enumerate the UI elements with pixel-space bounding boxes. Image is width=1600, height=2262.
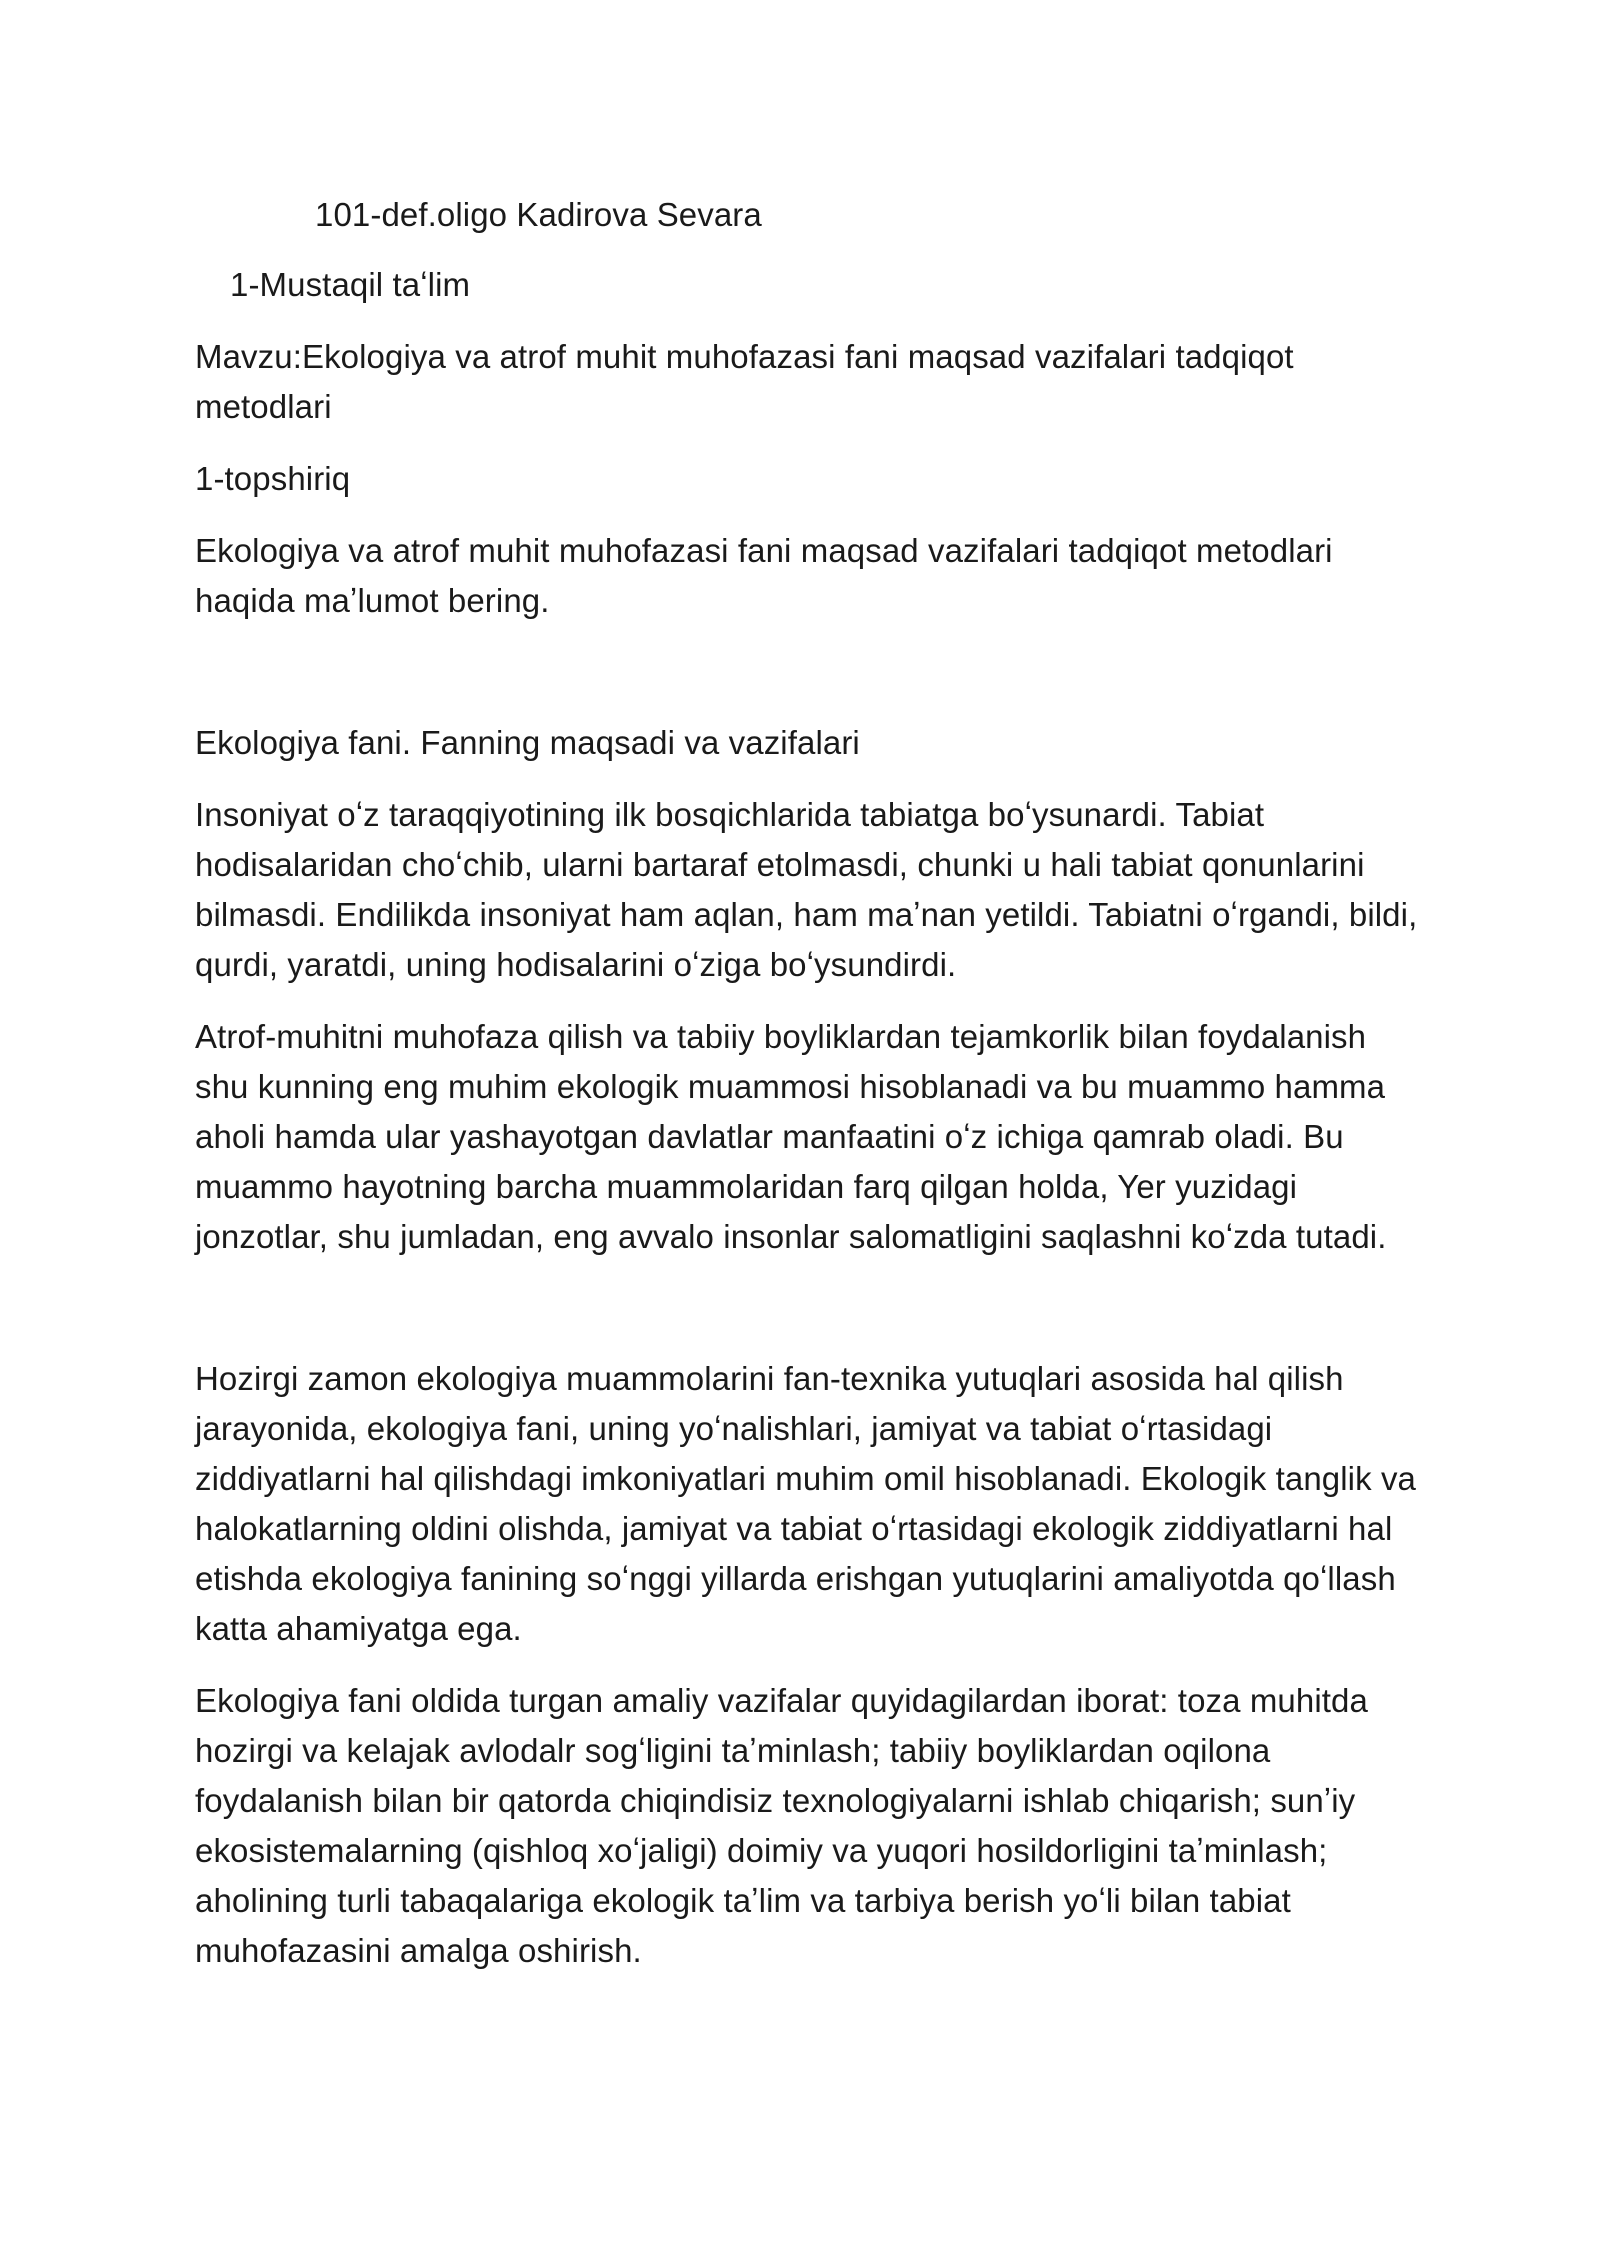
blank-line: [195, 648, 1425, 698]
paragraph: Insoniyat oʻz taraqqiyotining ilk bosqichlarida tabiatga boʻysunardi. Tabiat hodisalaridan choʻchib, ularni bartaraf etolmasdi, chunki u hali tabiat qonunlarini bilmasdi. Endilikda insoniyat ham aqlan, ham maʼnan yetildi. Tabiatni oʻrgandi, bildi, qurdi, yaratdi, uning hodisalarini oʻziga boʻysundirdi.: [195, 796, 1418, 983]
document-body: [195, 190, 1425, 1998]
blank-line: [195, 1284, 1425, 1334]
paragraph: Ekologiya fani oldida turgan amaliy vazifalar quyidagilardan iborat: toza muhitda hozirgi va kelajak avlodalr sogʻligini taʼminlash; tabiiy boyliklardan oqilona foydalanish bilan bir qatorda chiqindisiz texnologiyalarni ishlab chiqarish; sunʼiy ekosistemalarning (qishloq xoʻjaligi) doimiy va yuqori hosildorligini taʼminlash; aholining turli tabaqalariga ekologik taʼlim va tarbiya berish yoʻli bilan tabiat muhofazasini amalga oshirish.: [195, 1682, 1368, 1969]
topic-line: Mavzu:Ekologiya va atrof muhit muhofazasi fani maqsad vazifalari tadqiqot metodlari: [195, 338, 1294, 425]
paragraph: Atrof-muhitni muhofaza qilish va tabiiy boyliklardan tejamkorlik bilan foydalanish shu kunning eng muhim ekologik muammosi hisoblanadi va bu muammo hamma aholi hamda ular yashayotgan davlatlar manfaatini oʻz ichiga qamrab oladi. Bu muammo hayotning barcha muammolaridan farq qilgan holda, Yer yuzidagi jonzotlar, shu jumladan, eng avvalo insonlar salomatligini saqlashni koʻzda tutadi.: [195, 1018, 1387, 1255]
assignment-question: Ekologiya va atrof muhit muhofazasi fani maqsad vazifalari tadqiqot metodlari haqida maʼlumot bering.: [195, 532, 1333, 619]
assignment-label: 1-topshiriq: [195, 460, 351, 497]
paragraph: Hozirgi zamon ekologiya muammolarini fan-texnika yutuqlari asosida hal qilish jarayonida, ekologiya fani, uning yoʻnalishlari, jamiyat va tabiat oʻrtasidagi ziddiyatlarni hal qilishdagi imkoniyatlari muhim omil hisoblanadi. Ekologik tanglik va halokatlarning oldini olishda, jamiyat va tabiat oʻrtasidagi ekologik ziddiyatlarni hal etishda ekologiya fanining soʻnggi yillarda erishgan yutuqlarini amaliyotda qoʻllash katta ahamiyatga ega.: [195, 1360, 1417, 1647]
author-line: 101-def.oligo Kadirova Sevara: [315, 196, 762, 233]
section-heading: Ekologiya fani. Fanning maqsadi va vazifalari: [195, 724, 860, 761]
task-title: 1-Mustaqil taʻlim: [230, 266, 471, 303]
